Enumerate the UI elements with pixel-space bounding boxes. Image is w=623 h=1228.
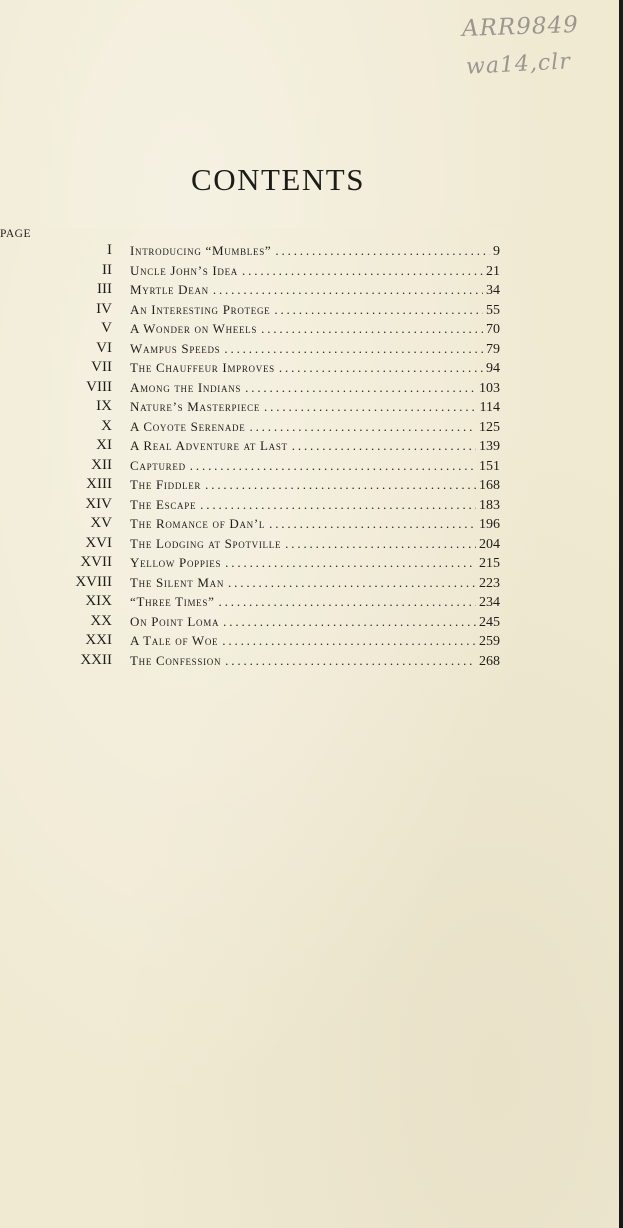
page-number: 268 [479, 653, 500, 669]
page-edge [619, 0, 623, 1000]
dot-leader [222, 631, 476, 651]
dot-leader [190, 456, 476, 476]
page-number: 114 [479, 400, 500, 415]
toc-entry [0, 514, 619, 534]
chapter-number: XXI [85, 632, 112, 648]
dot-leader [274, 300, 483, 320]
page-number: 21 [486, 263, 500, 279]
page-number: 79 [486, 341, 500, 357]
chapter-number: VI [96, 339, 112, 356]
chapter-title: The Silent Man [130, 574, 225, 590]
dot-leader [205, 475, 476, 495]
dot-leader [225, 553, 476, 573]
toc-entry [0, 436, 619, 456]
toc-entry [0, 319, 619, 339]
chapter-title: Among the Indians [130, 379, 242, 395]
page-number: 55 [486, 302, 500, 318]
chapter-number: XVI [85, 534, 112, 551]
page-number: 245 [479, 614, 500, 630]
dot-leader [219, 592, 476, 612]
chapter-line [130, 553, 500, 574]
chapter-title: A Tale of Woe [130, 633, 219, 648]
chapter-line [130, 261, 500, 282]
chapter-title: Yellow Poppies [130, 555, 222, 570]
toc-entry [0, 261, 619, 281]
page-number: 151 [479, 458, 500, 474]
handwritten-catalog-number: ARR9849 [461, 11, 580, 43]
toc-entry [0, 631, 619, 651]
chapter-number: XII [91, 456, 112, 473]
dot-leader [200, 495, 476, 515]
chapter-number: XVIII [75, 573, 112, 590]
chapter-title: A Wonder on Wheels [130, 321, 258, 336]
toc-entry [0, 456, 619, 476]
chapter-number: XIX [85, 593, 112, 609]
page-number: 94 [486, 361, 500, 376]
chapter-line [130, 397, 500, 418]
chapter-number: IV [96, 300, 112, 317]
chapter-line [130, 339, 500, 360]
page-number: 215 [479, 556, 500, 571]
chapter-title: Captured [130, 457, 186, 473]
toc-entry [0, 378, 619, 398]
page-number: 9 [493, 244, 500, 259]
dot-leader [264, 397, 476, 417]
chapter-line [130, 319, 500, 340]
toc-entry [0, 241, 619, 261]
chapter-number: XIII [86, 476, 112, 492]
chapter-number: II [102, 261, 112, 278]
chapter-title: Uncle John’s Idea [130, 262, 239, 278]
toc-entry [0, 534, 619, 554]
page-number: 259 [479, 634, 500, 649]
chapter-line [130, 495, 500, 516]
chapter-line [130, 456, 500, 477]
dot-leader [245, 378, 476, 398]
chapter-line [130, 378, 500, 399]
handwritten-catalog-note: wa14,clr [465, 49, 572, 80]
chapter-line [130, 514, 500, 535]
dot-leader [223, 612, 476, 632]
dot-leader [279, 358, 483, 378]
chapter-number: VIII [86, 378, 112, 395]
dot-leader [228, 573, 476, 593]
chapter-number: XV [90, 515, 112, 531]
chapter-line [130, 534, 500, 555]
chapter-title: A Coyote Serenade [130, 418, 246, 434]
dot-leader [242, 261, 483, 281]
chapter-line [130, 573, 500, 594]
page-number: 183 [479, 497, 500, 513]
dot-leader [285, 534, 476, 554]
toc-entry [0, 280, 619, 300]
dot-leader [269, 514, 476, 534]
chapter-number: XVII [80, 554, 112, 570]
dot-leader [224, 339, 483, 359]
page-number: 103 [479, 380, 500, 396]
dot-leader [249, 417, 476, 437]
chapter-line [130, 651, 500, 672]
dot-leader [292, 436, 476, 456]
dot-leader [275, 241, 490, 261]
chapter-title: A Real Adventure at Last [130, 438, 288, 453]
toc-entry [0, 300, 619, 320]
dot-leader [225, 651, 476, 671]
toc-entry [0, 358, 619, 378]
table-of-contents [0, 241, 619, 670]
chapter-line [130, 417, 500, 438]
page-number: 139 [479, 439, 500, 454]
toc-entry [0, 592, 619, 612]
toc-entry [0, 553, 619, 573]
chapter-number: IX [96, 398, 112, 414]
chapter-line [130, 280, 500, 301]
chapter-title: Nature’s Masterpiece [130, 399, 261, 414]
chapter-title: An Interesting Protege [130, 301, 271, 317]
chapter-title: The Escape [130, 496, 197, 512]
chapter-line [130, 358, 500, 379]
chapter-line [130, 612, 500, 633]
page-number: 125 [479, 419, 500, 435]
chapter-number: XX [90, 612, 112, 629]
chapter-title: The Confession [130, 652, 222, 668]
chapter-line [130, 241, 500, 262]
page-number: 204 [479, 536, 500, 552]
chapter-number: V [101, 320, 112, 336]
chapter-title: Myrtle Dean [130, 282, 209, 297]
chapter-number: X [101, 417, 112, 434]
chapter-line [130, 436, 500, 457]
page-number: 223 [479, 575, 500, 591]
chapter-number: I [107, 242, 112, 258]
chapter-line [130, 592, 500, 613]
chapter-number: VII [91, 359, 112, 375]
page-number: 70 [486, 322, 500, 337]
chapter-title: The Romance of Dan’l [130, 516, 266, 531]
chapter-line [130, 475, 500, 496]
toc-entry [0, 397, 619, 417]
page-number: 34 [486, 283, 500, 298]
chapter-title: On Point Loma [130, 613, 220, 629]
chapter-title: “Three Times” [130, 594, 215, 609]
toc-entry [0, 651, 619, 671]
chapter-title: The Fiddler [130, 477, 202, 492]
chapter-number: XXII [80, 651, 112, 668]
page-column-header: PAGE [0, 228, 619, 1228]
chapter-title: Introducing “Mumbles” [130, 243, 272, 258]
chapter-title: The Chauffeur Improves [130, 360, 275, 375]
chapter-number: XI [96, 437, 112, 453]
dot-leader [261, 319, 483, 339]
toc-entry [0, 417, 619, 437]
toc-entry [0, 475, 619, 495]
dot-leader [213, 280, 483, 300]
chapter-line [130, 300, 500, 321]
page-number: 196 [479, 517, 500, 532]
page-number: 234 [479, 595, 500, 610]
chapter-title: The Lodging at Spotville [130, 535, 282, 551]
toc-entry [0, 339, 619, 359]
toc-entry [0, 573, 619, 593]
page-number: 168 [479, 478, 500, 493]
toc-entry [0, 612, 619, 632]
chapter-line [130, 631, 500, 652]
page-title: CONTENTS [191, 162, 365, 197]
chapter-title: Wampus Speeds [130, 340, 221, 356]
chapter-number: III [97, 281, 112, 297]
toc-entry [0, 495, 619, 515]
chapter-number: XIV [85, 495, 112, 512]
